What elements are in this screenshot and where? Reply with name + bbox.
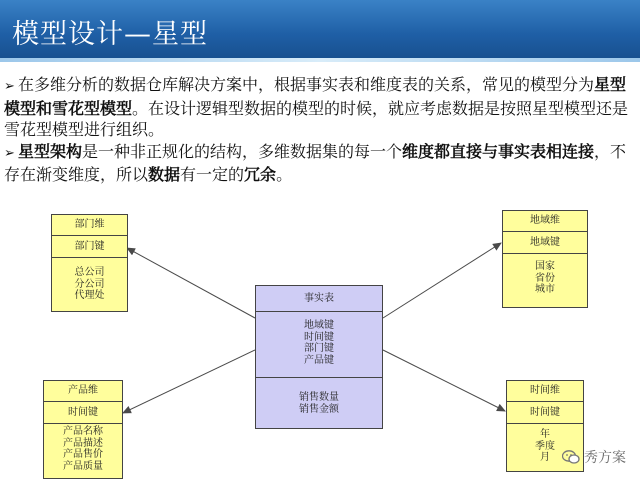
table-attrs: [52, 258, 127, 302]
fact-measure: 销售金额: [299, 403, 339, 415]
table-attr: 产品描述: [63, 437, 103, 449]
product-dimension-table: [43, 380, 123, 479]
slide-title: 模型设计—星型: [12, 19, 208, 50]
region-dimension-table: [502, 210, 588, 308]
arrow-fact-to-region: [383, 243, 501, 318]
text-segment: 有一定的: [180, 165, 245, 184]
table-attr: 年: [540, 429, 550, 440]
table-key: 时间键: [44, 402, 122, 424]
fact-measure: 销售数量: [299, 392, 339, 403]
text-segment: ，不存在渐变维度，所以: [4, 141, 627, 184]
table-key: 地域键: [503, 232, 587, 254]
text-segment: 。: [276, 165, 293, 184]
table-attr: 季度: [535, 440, 555, 452]
table-attr: 代理处: [74, 290, 105, 301]
arrow-fact-to-time: [383, 350, 505, 411]
table-header: 地域维: [503, 211, 587, 232]
table-key: 部门键: [52, 236, 127, 258]
wechat-icon: [562, 450, 580, 464]
body-text: [4, 74, 636, 186]
table-key: 时间键: [507, 402, 583, 424]
text-segment-bold: 数据: [148, 165, 181, 184]
text-segment: 是一种非正规化的结构，多维数据集的每一个: [82, 141, 403, 161]
table-header: 产品维: [44, 381, 122, 402]
text-segment: 。在设计逻辑型数据的模型的时候，就应考虑数据是按照星型模型还是雪花型模型进行组织。: [4, 98, 629, 139]
arrow-fact-to-dept: [127, 248, 255, 318]
text-segment-bold: 星型模型和雪花型模型: [4, 75, 627, 118]
table-attr: 省份: [535, 272, 555, 284]
bullet-arrow-icon: ➢: [4, 145, 15, 161]
text-segment-bold: 维度都直接与事实表相连接: [402, 141, 595, 161]
fact-header: 事实表: [256, 286, 382, 312]
table-header: 时间维: [507, 381, 583, 402]
bullet-arrow-icon: ➢: [4, 79, 15, 94]
table-header: 部门维: [52, 215, 127, 236]
table-attr: 产品售价: [63, 449, 103, 460]
arrow-fact-to-product: [123, 350, 255, 413]
table-attrs: [503, 254, 587, 296]
table-attr: 产品名称: [63, 426, 103, 437]
title-underline: [0, 58, 640, 62]
dept-dimension-table: [51, 214, 128, 312]
table-attr: 总公司: [74, 267, 105, 278]
fact-key: 地域键: [304, 320, 334, 331]
table-attr: 产品质量: [63, 460, 103, 472]
fact-key: 部门键: [304, 343, 334, 354]
table-attr: 城市: [535, 284, 555, 295]
table-attrs: [44, 424, 122, 472]
fact-table: [255, 285, 383, 429]
text-segment: 在多维分析的数据仓库解决方案中，根据事实表和维度表的关系，常见的模型分为: [18, 75, 595, 94]
table-attr: 月: [540, 452, 550, 463]
title-bar: [0, 0, 640, 62]
fact-key: 产品键: [304, 354, 334, 366]
text-segment-bold: 冗余: [244, 165, 277, 184]
text-segment-bold: 星型架构: [18, 141, 83, 161]
watermark: [562, 447, 626, 467]
paragraph-1: [4, 74, 636, 141]
table-attr: 分公司: [74, 278, 105, 290]
fact-key: 时间键: [304, 331, 334, 343]
paragraph-2: [4, 141, 636, 186]
table-attr: 国家: [535, 261, 555, 272]
fact-measures: [256, 378, 382, 415]
fact-keys: [256, 312, 382, 378]
watermark-label: 秀方案: [584, 450, 626, 466]
